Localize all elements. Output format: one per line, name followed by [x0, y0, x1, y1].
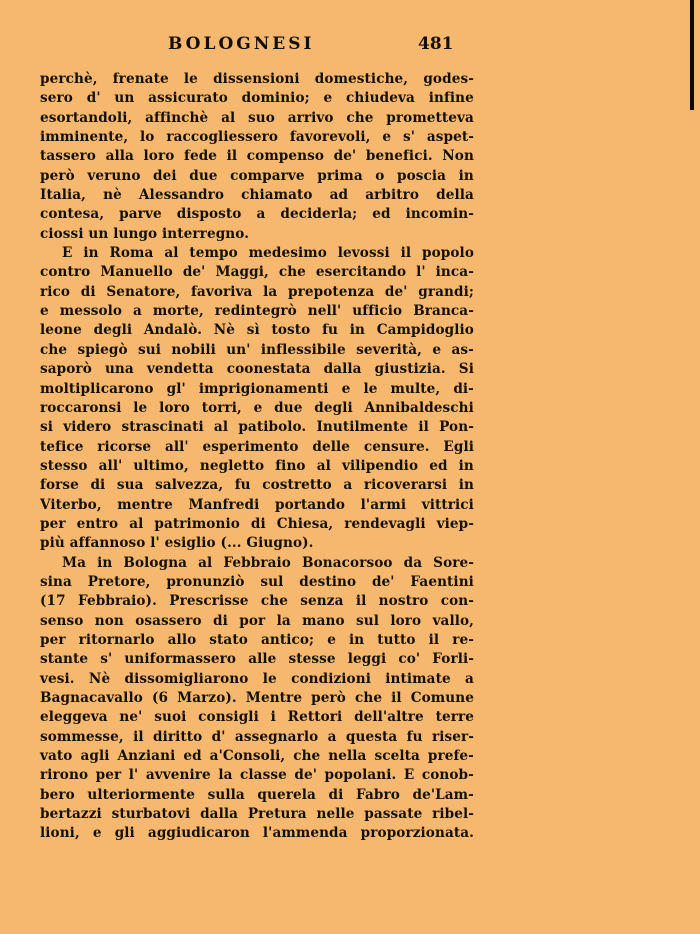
text-line: imminente, lo raccogliessero favorevoli, e s' aspet- — [40, 129, 474, 146]
text-line: però veruno dei due comparve prima o poscia in — [40, 167, 474, 184]
margin-rule — [690, 0, 694, 110]
text-line: ciossi un lungo interregno. — [40, 225, 250, 242]
text-line: stante s' uniformassero alle stesse leggi co' Forli- — [40, 651, 474, 668]
running-header-title: BOLOGNESI — [168, 34, 315, 54]
page-number: 481 — [418, 34, 454, 54]
text-line: stesso all' ultimo, negletto fino al vilipendio ed in — [40, 457, 474, 474]
text-line: Ma in Bologna al Febbraio Bonacorsoo da Sore- — [62, 554, 474, 571]
text-line: bero ulteriormente sulla querela di Fabro de'Lam- — [40, 786, 474, 803]
text-line: tefice ricorse all' esperimento delle censure. Egli — [40, 438, 474, 455]
text-line: vesi. Nè dissomigliarono le condizioni intimate a — [40, 670, 474, 687]
text-line: senso non osassero di por la mano sul loro vallo, — [40, 612, 474, 629]
text-line: Italia, nè Alessandro chiamato ad arbitro della — [40, 187, 474, 204]
text-line: sommesse, il diritto d' assegnarlo a questa fu riser- — [40, 728, 474, 745]
text-line: roccaronsi le loro torri, e due degli Annibaldeschi — [40, 399, 474, 416]
text-line: per entro al patrimonio di Chiesa, rendevagli viep- — [40, 515, 474, 532]
text-line: moltiplicarono gl' imprigionamenti e le multe, di- — [40, 380, 474, 397]
text-line: perchè, frenate le dissensioni domestiche, godes- — [40, 71, 474, 87]
text-line: che spiegò sui nobili un' inflessibile severità, e as- — [40, 341, 474, 358]
text-line: sina Pretore, pronunziò sul destino de' Faentini — [40, 573, 474, 590]
text-line: contesa, parve disposto a deciderla; ed incomin- — [40, 206, 474, 223]
text-line: più affannoso l' esiglio (... Giugno). — [40, 535, 314, 552]
text-line: forse di sua salvezza, fu costretto a ricoverarsi in — [40, 477, 474, 494]
text-line: per ritornarlo allo stato antico; e in tutto il re- — [40, 631, 474, 648]
body-text — [40, 70, 474, 844]
text-line: eleggeva ne' suoi consigli i Rettori dell'altre terre — [40, 709, 474, 726]
text-line: saporò una vendetta coonestata dalla giustizia. Si — [40, 361, 474, 378]
text-line: vato agli Anziani ed a'Consoli, che nella scelta prefe- — [40, 748, 474, 765]
text-line: tassero alla loro fede il compenso de' benefici. Non — [40, 148, 474, 165]
text-line: sero d' un assicurato dominio; e chiudeva infine — [40, 90, 474, 107]
text-line: si videro strascinati al patibolo. Inutilmente il Pon- — [40, 419, 474, 436]
text-line: rirono per l' avvenire la classe de' popolani. E conob- — [40, 767, 474, 784]
text-line: rico di Senatore, favoriva la prepotenza de' grandi; — [40, 283, 474, 300]
text-line: lioni, e gli aggiudicaron l'ammenda proporzionata. — [40, 825, 474, 842]
text-line: (17 Febbraio). Prescrisse che senza il nostro con- — [40, 593, 474, 610]
text-line: contro Manuello de' Maggi, che esercitando l' inca- — [40, 264, 474, 281]
text-line: Bagnacavallo (6 Marzo). Mentre però che il Comune — [40, 690, 474, 706]
text-line: bertazzi sturbatovi dalla Pretura nelle passate ribel- — [40, 806, 474, 823]
text-line: E in Roma al tempo medesimo levossi il popolo — [62, 245, 474, 262]
text-line: Viterbo, mentre Manfredi portando l'armi vittrici — [40, 496, 474, 513]
text-line: esortandoli, affinchè al suo arrivo che prometteva — [40, 109, 474, 126]
text-line: e messolo a morte, redintegrò nell' ufficio Branca- — [40, 303, 474, 320]
text-line: leone degli Andalò. Nè sì tosto fu in Campidoglio — [40, 322, 474, 339]
